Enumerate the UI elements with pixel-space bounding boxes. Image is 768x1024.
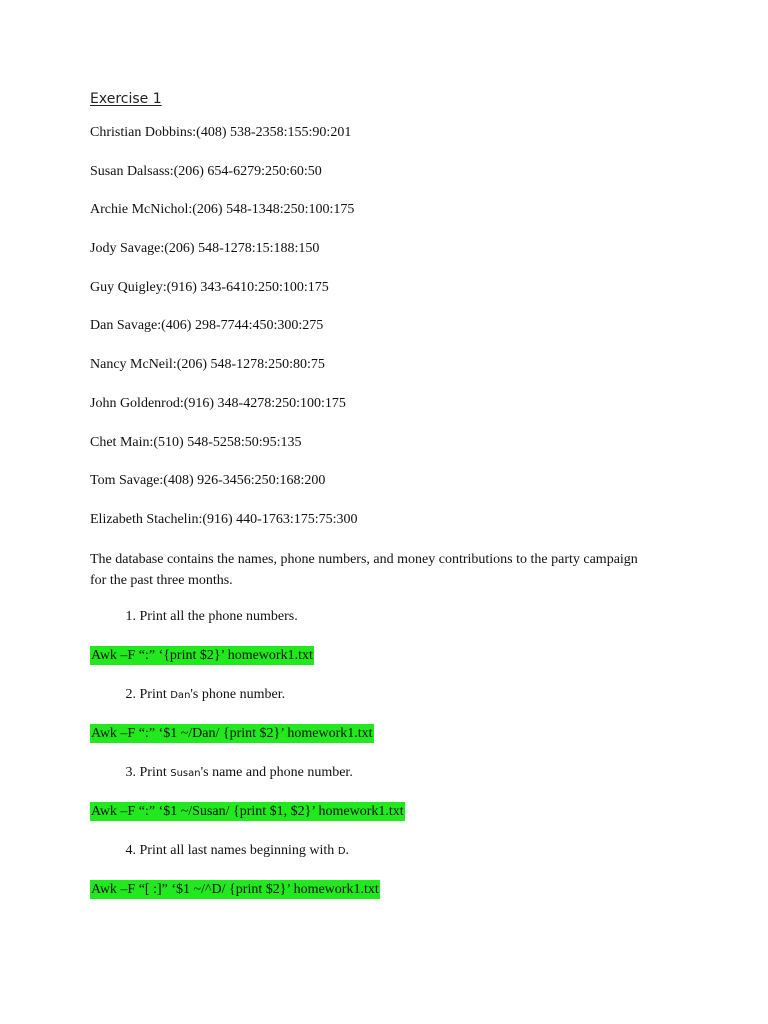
task-item (90, 686, 285, 705)
task-text (140, 686, 286, 705)
task-command-highlight: Awk –F “:” ‘{print $2}’ homework1.txt (91, 648, 313, 663)
task-text (140, 608, 298, 627)
task-item (90, 608, 298, 627)
record-line: Susan Dalsass:(206) 654-6279:250:60:50 (90, 163, 322, 179)
task-command-highlight: Awk –F “:” ‘$1 ~/Dan/ {print $2}’ homework1.txt (91, 726, 373, 741)
task-block (90, 608, 690, 686)
task-text-before: Print (139, 687, 171, 702)
task-text-before: Print all last names beginning with (139, 843, 338, 858)
records-list (90, 124, 358, 550)
task-number: 1. (125, 609, 136, 624)
exercise-heading: Exercise 1 (90, 91, 162, 107)
task-code: Susan (170, 768, 201, 779)
task-item (90, 842, 349, 861)
task-command-highlight: Awk –F “:” ‘$1 ~/Susan/ {print $1, $2}’ homework1.txt (91, 804, 404, 819)
record-line: Guy Quigley:(916) 343-6410:250:100:175 (90, 279, 329, 295)
task-list (90, 608, 690, 920)
task-text (140, 764, 353, 783)
task-text-after: . (345, 843, 350, 858)
record-line: Christian Dobbins:(408) 538-2358:155:90:201 (90, 125, 352, 140)
task-text (140, 842, 350, 861)
record-line: Nancy McNeil:(206) 548-1278:250:80:75 (90, 357, 325, 373)
task-text-after: 's phone number. (190, 687, 286, 702)
task-code: Dan (170, 690, 191, 701)
record-line: Jody Savage:(206) 548-1278:15:188:150 (90, 241, 320, 257)
task-number: 2. (125, 687, 136, 702)
record-line: Dan Savage:(406) 298-7744:450:300:275 (90, 318, 324, 334)
task-item (90, 764, 353, 783)
task-number: 4. (125, 843, 136, 858)
record-line: John Goldenrod:(916) 348-4278:250:100:175 (90, 395, 346, 411)
task-block (90, 764, 690, 842)
task-text-after: 's name and phone number. (200, 765, 353, 780)
task-code: D (337, 846, 346, 857)
database-description: The database contains the names, phone numbers, and money contributions to the party campaign for the past three months. (90, 552, 638, 588)
task-number: 3. (125, 765, 136, 780)
task-text-before: Print (139, 765, 171, 780)
record-line: Chet Main:(510) 548-5258:50:95:135 (90, 434, 302, 450)
task-text-before: Print all the phone numbers. (139, 609, 298, 624)
record-line: Tom Savage:(408) 926-3456:250:168:200 (90, 473, 326, 489)
task-block (90, 842, 690, 920)
task-block (90, 686, 690, 764)
task-command-highlight: Awk –F “[ :]” ‘$1 ~/^D/ {print $2}’ homework1.txt (91, 882, 379, 897)
record-line: Elizabeth Stachelin:(916) 440-1763:175:75:300 (90, 511, 358, 527)
record-line: Archie McNichol:(206) 548-1348:250:100:175 (90, 202, 355, 218)
